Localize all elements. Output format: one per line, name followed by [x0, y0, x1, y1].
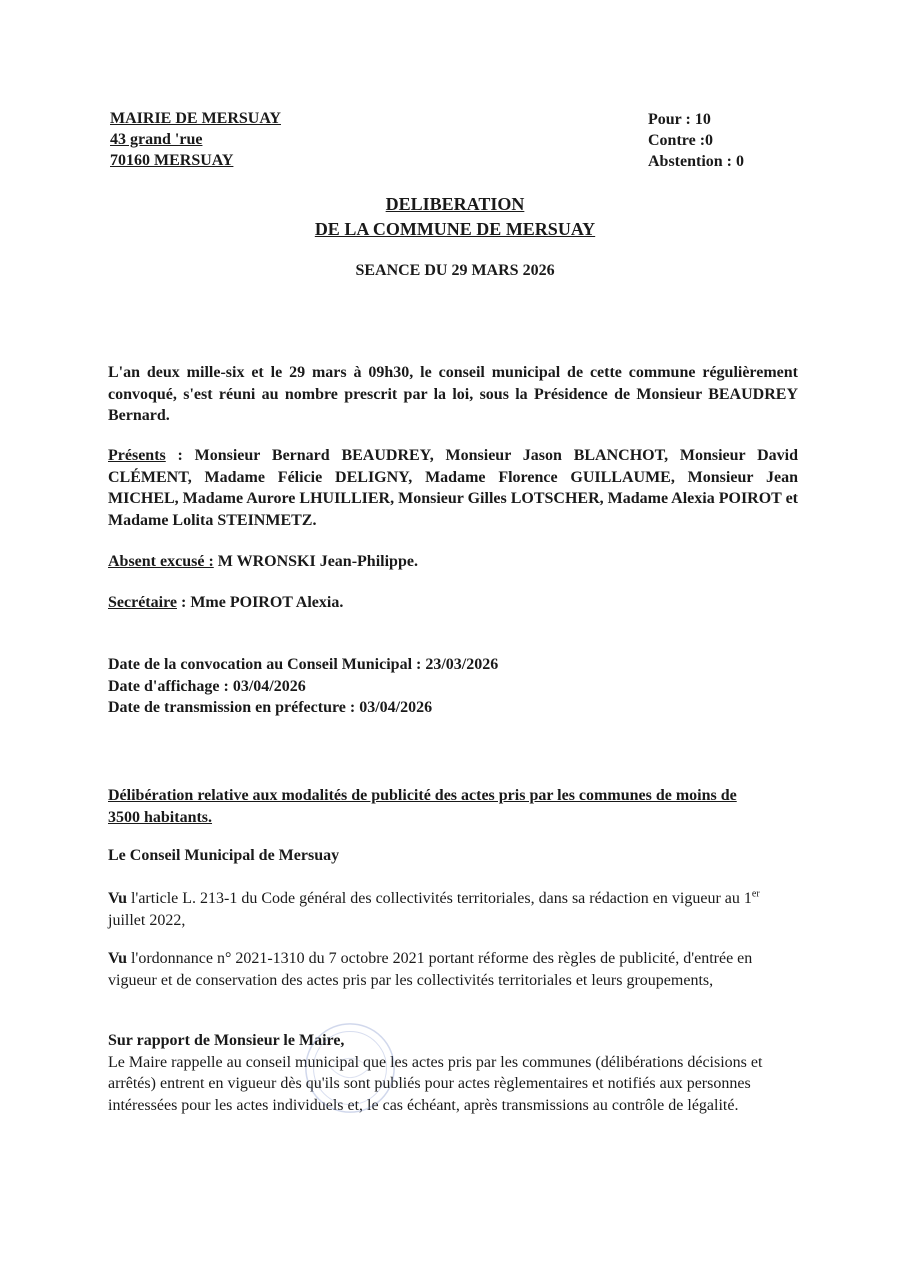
presents-paragraph	[108, 445, 798, 531]
mairie-street: 43 grand 'rue	[110, 131, 203, 148]
mairie-city: 70160 MERSUAY	[110, 152, 234, 169]
rapport-label: Sur rapport de Monsieur le Maire,	[108, 1032, 345, 1049]
seance-date: SEANCE DU 29 MARS 2026	[355, 262, 555, 279]
council-heading: Le Conseil Municipal de Mersuay	[108, 847, 340, 864]
vu1-text-b: juillet 2022,	[108, 911, 186, 929]
deliberation-subject: Délibération relative aux modalités de publicité des actes pris par les communes de moins de 3500 habitants.	[108, 787, 737, 826]
mairie-name: MAIRIE DE MERSUAY	[110, 110, 281, 127]
vu1-label: Vu	[108, 890, 127, 907]
absent-label: Absent excusé :	[108, 553, 214, 570]
secretaire-paragraph	[108, 592, 798, 614]
presents-label: Présents	[108, 447, 166, 464]
vu2-label: Vu	[108, 950, 127, 967]
mairie-address-block	[110, 108, 281, 171]
title-commune: DE LA COMMUNE DE MERSUAY	[314, 219, 596, 239]
date-transmission: Date de transmission en préfecture : 03/04/2026	[108, 699, 433, 716]
rapport-block	[108, 1030, 768, 1116]
vote-tally	[648, 109, 744, 172]
absent-paragraph	[108, 551, 798, 573]
vu2-text: l'ordonnance n° 2021-1310 du 7 octobre 2021 portant réforme des règles de publicité, d'entrée en vigueur et de conservation des actes pris par les collectivités territoriales et leurs groupements,	[108, 950, 753, 989]
title-deliberation: DELIBERATION	[385, 194, 525, 214]
absent-text: M WRONSKI Jean-Philippe.	[213, 553, 418, 570]
intro-paragraph: L'an deux mille-six et le 29 mars à 09h30, le conseil municipal de cette commune régulièrement convoqué, s'est réuni au nombre prescrit par la loi, sous la Présidence de Monsieur BEAUDREY Bernard.	[108, 364, 798, 424]
vote-abstention: Abstention : 0	[648, 153, 745, 170]
secretaire-text: : Mme POIROT Alexia.	[177, 594, 344, 611]
vote-pour: Pour : 10	[648, 111, 711, 128]
rapport-text: Le Maire rappelle au conseil municipal que les actes pris par les communes (délibérations décisions et arrêtés) entrent en vigueur dès qu'ils sont publiés pour actes règlementaires et notifiés aux personnes intéressées pour les actes individuels et, le cas échéant, après transmissions au contrôle de légalité.	[108, 1053, 763, 1114]
vu-ordonnance	[108, 948, 788, 991]
secretaire-label: Secrétaire	[108, 594, 177, 611]
date-affichage: Date d'affichage : 03/04/2026	[108, 677, 306, 695]
vu-article	[108, 888, 768, 931]
vu1-text-a: l'article L. 213-1 du Code général des collectivités territoriales, dans sa rédaction en vigueur au 1	[126, 890, 752, 907]
presents-list: : Monsieur Bernard BEAUDREY, Monsieur Jason BLANCHOT, Monsieur David CLÉMENT, Madame Félicie DELIGNY, Madame Florence GUILLAUME, Monsieur Jean MICHEL, Madame Aurore LHUILLIER, Monsieur Gilles LOTSCHER, Madame Alexia POIROT et Madame Lolita STEINMETZ.	[108, 447, 798, 529]
vu1-sup: er	[751, 888, 760, 900]
date-convocation: Date de la convocation au Conseil Municipal : 23/03/2026	[108, 656, 499, 673]
vote-contre: Contre :0	[648, 132, 714, 149]
dates-block	[108, 654, 798, 719]
